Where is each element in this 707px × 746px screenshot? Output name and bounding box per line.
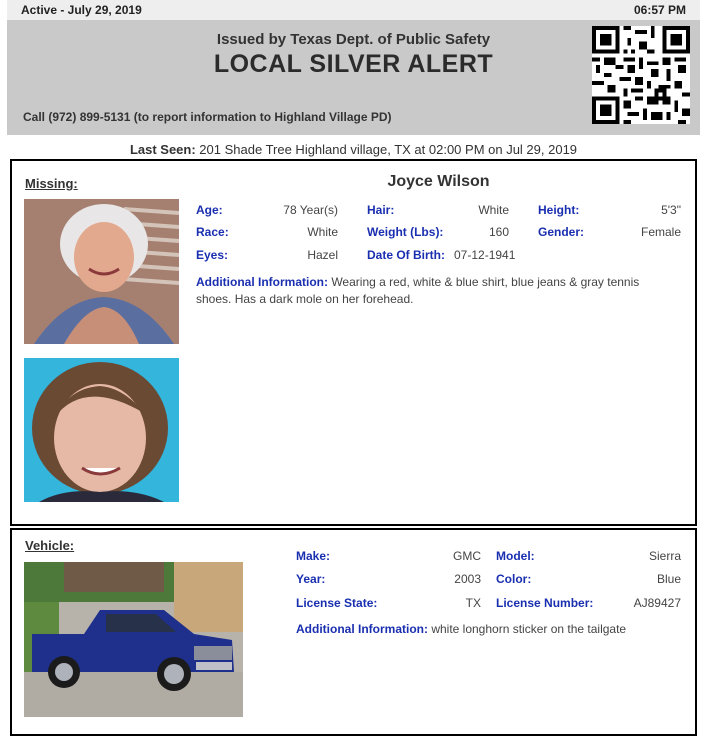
race-label: Race: bbox=[196, 225, 229, 239]
weight-label: Weight (Lbs): bbox=[367, 225, 444, 239]
color-label: Color: bbox=[496, 572, 532, 586]
dob-value: 07-12-1941 bbox=[454, 248, 516, 262]
hair-label: Hair: bbox=[367, 203, 395, 217]
license-state-value: TX bbox=[465, 596, 481, 610]
make-value: GMC bbox=[453, 549, 481, 563]
license-state-label: License State: bbox=[296, 596, 378, 610]
alert-title: LOCAL SILVER ALERT bbox=[213, 50, 494, 78]
vehicle-section-label: Vehicle: bbox=[25, 538, 75, 553]
make-label: Make: bbox=[296, 549, 331, 563]
vehicle-section bbox=[10, 528, 697, 736]
alert-time: 06:57 PM bbox=[633, 3, 686, 17]
alert-status: Active - July 29, 2019 bbox=[21, 3, 142, 17]
color-value: Blue bbox=[656, 572, 681, 586]
vehicle-additional-info bbox=[296, 621, 686, 638]
license-number-value: AJ89427 bbox=[633, 596, 681, 610]
missing-person-name: Joyce Wilson bbox=[387, 173, 490, 190]
missing-additional-label: Additional Information: bbox=[196, 275, 328, 289]
gender-value: Female bbox=[640, 225, 681, 239]
model-value: Sierra bbox=[648, 549, 681, 563]
age-value: 78 Year(s) bbox=[283, 203, 338, 217]
alert-header bbox=[7, 20, 700, 135]
last-seen-text: 201 Shade Tree Highland village, TX at 02:00 PM on Jul 29, 2019 bbox=[195, 142, 578, 157]
license-number-label: License Number: bbox=[496, 596, 594, 610]
gender-label: Gender: bbox=[538, 225, 585, 239]
missing-section-label: Missing: bbox=[25, 176, 78, 191]
dob-label: Date Of Birth: bbox=[367, 248, 445, 262]
weight-value: 160 bbox=[488, 225, 509, 239]
issued-by: Issued by Texas Dept. of Public Safety bbox=[216, 31, 491, 48]
year-label: Year: bbox=[296, 572, 326, 586]
eyes-label: Eyes: bbox=[196, 248, 229, 262]
height-label: Height: bbox=[538, 203, 580, 217]
report-call-line: Call (972) 899-5131 (to report information to Highland Village PD) bbox=[23, 110, 392, 124]
height-value: 5'3" bbox=[661, 203, 681, 217]
hair-value: White bbox=[478, 203, 509, 217]
missing-person-photo-1[interactable] bbox=[24, 199, 179, 344]
qr-code-icon[interactable] bbox=[592, 26, 690, 124]
model-label: Model: bbox=[496, 549, 535, 563]
missing-additional-text: Wearing a red, white & blue shirt, blue jeans & gray tennis shoes. Has a dark mole on her forehead. bbox=[196, 275, 640, 306]
missing-person-section bbox=[10, 159, 697, 526]
missing-additional-info bbox=[196, 274, 676, 308]
top-status-bar bbox=[7, 0, 700, 20]
vehicle-additional-label: Additional Information: bbox=[296, 622, 428, 636]
year-value: 2003 bbox=[454, 572, 481, 586]
race-value: White bbox=[307, 225, 338, 239]
missing-person-photo-2[interactable] bbox=[24, 358, 179, 502]
age-label: Age: bbox=[196, 203, 223, 217]
last-seen-line bbox=[0, 142, 707, 157]
eyes-value: Hazel bbox=[307, 248, 338, 262]
last-seen-label: Last Seen: bbox=[129, 142, 196, 157]
vehicle-additional-text: white longhorn sticker on the tailgate bbox=[427, 622, 627, 636]
vehicle-photo[interactable] bbox=[24, 562, 243, 717]
